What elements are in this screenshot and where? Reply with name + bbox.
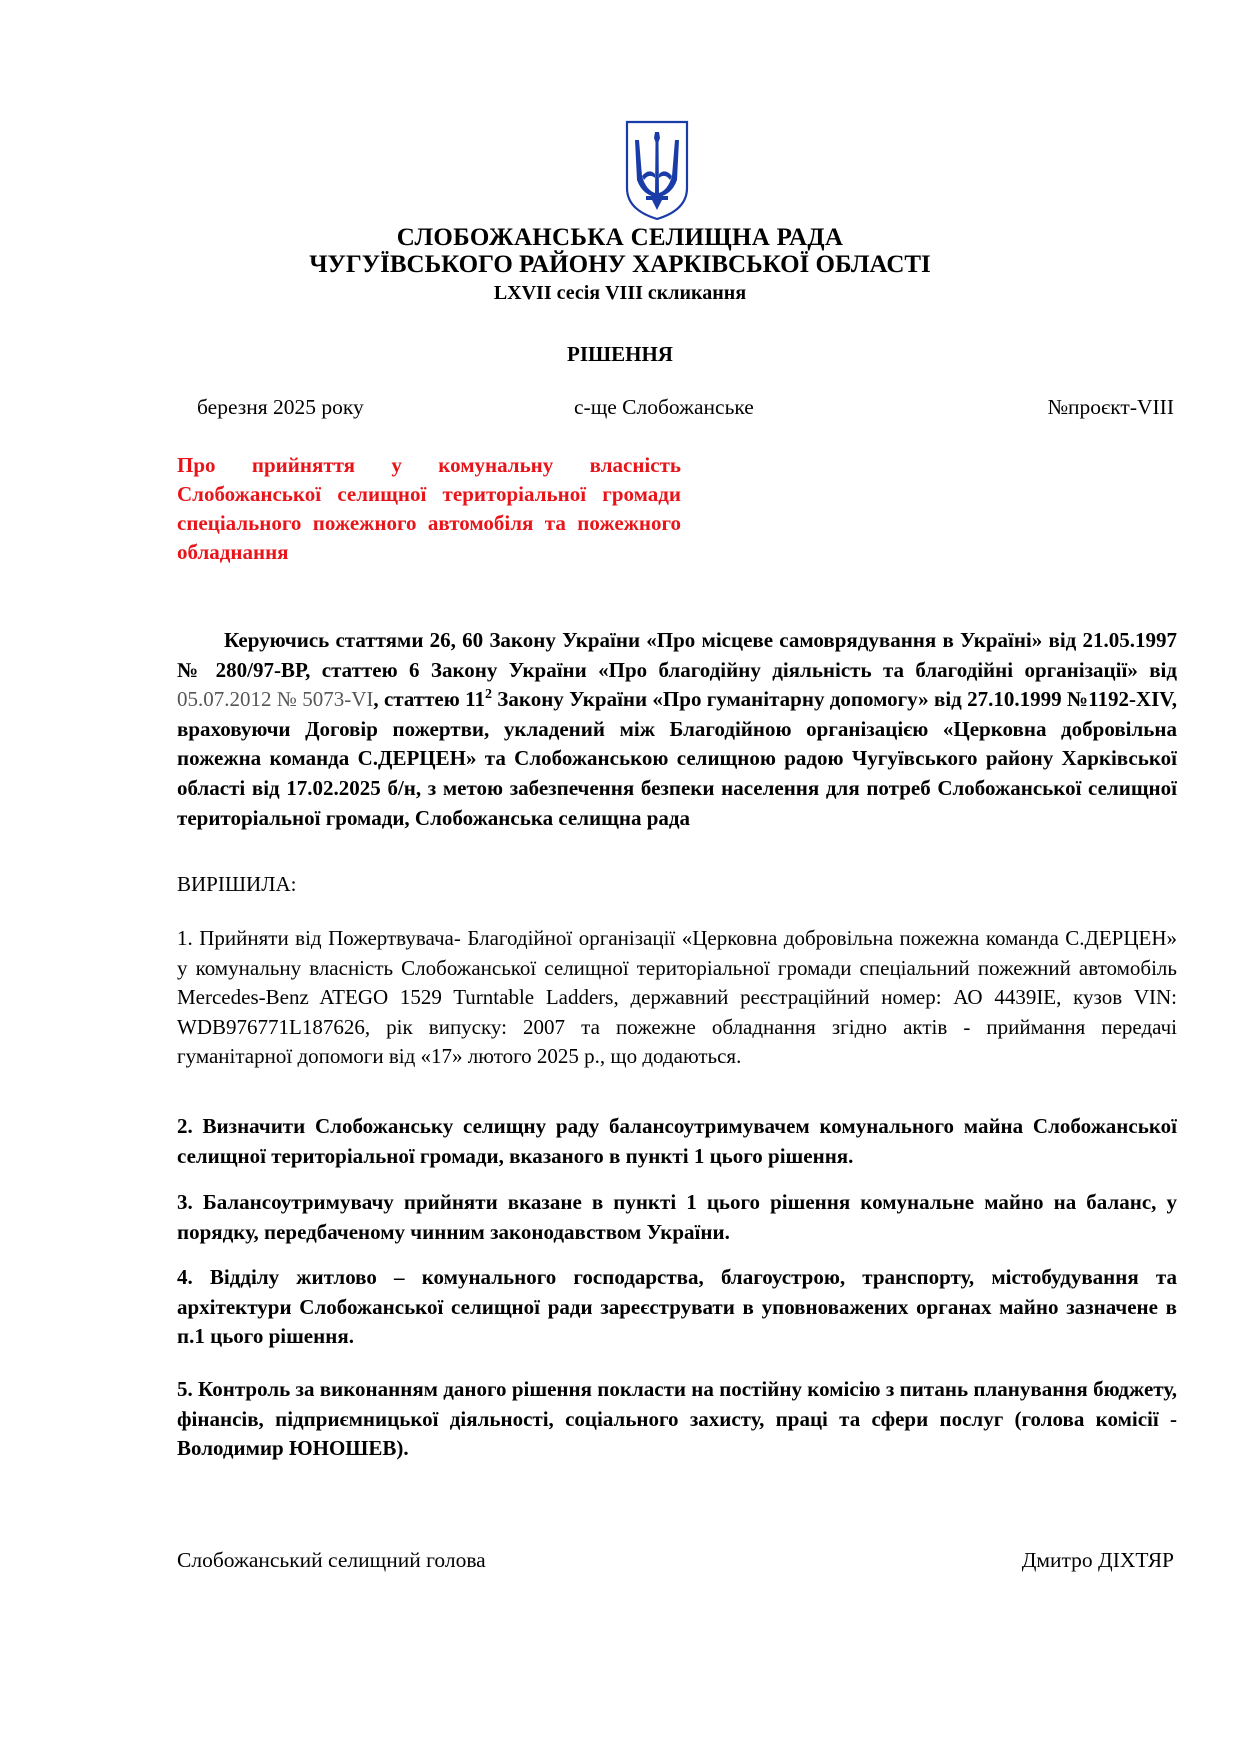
decision-item-1: 1. Прийняти від Пожертвувача- Благодійної організації «Церковна добровільна пожежна команда С.ДЕРЦЕН» у комунальну власність Слобожанської селищної територіальної громади спеціальний пожежний автомобіль Mercedes-Benz ATEGO 1529 Turntable Ladders, державний реєстраційний номер: АО 4439ІЕ, кузов VIN: WDB976771L187626, рік випуску: 2007 та пожежне обладнання згідно актів - приймання передачі гуманітарної допомоги від «17» лютого 2025 р., що додаються. <box>177 926 1177 1069</box>
decision-number: №проєкт-VIII <box>1047 395 1174 419</box>
decision-place: с-ще Слобожанське <box>574 395 754 419</box>
decision-date: березня 2025 року <box>197 395 364 419</box>
preamble-law-reference: 05.07.2012 № 5073-VI <box>177 687 374 712</box>
signatory-position: Слобожанський селищний голова <box>177 1548 486 1572</box>
preamble-part-2: , статтею 11 <box>373 687 485 712</box>
decision-item-5: 5. Контроль за виконанням даного рішення покласти на постійну комісію з питань планування бюджету, фінансів, підприємницької діяльності, соціального захисту, праці та сфери послуг (голова комісії - Володимир ЮНОШЕВ). <box>177 1377 1177 1461</box>
decided-heading: ВИРІШИЛА: <box>177 872 297 896</box>
decision-subject: Про прийняття у комунальну власність Слобожанської селищної територіальної громади спеціального пожежного автомобіля та пожежного обладнання <box>177 453 681 564</box>
council-name: СЛОБОЖАНСЬКА СЕЛИЩНА РАДА <box>396 224 844 251</box>
council-region: ЧУГУЇВСЬКОГО РАЙОНУ ХАРКІВСЬКОЇ ОБЛАСТІ <box>309 251 931 278</box>
preamble-superscript: 2 <box>484 687 492 703</box>
decision-item-3: 3. Балансоутримувачу прийняти вказане в пункті 1 цього рішення комунальне майно на баланс, у порядку, передбаченому чинним законодавством України. <box>177 1190 1177 1244</box>
session-info: LXVII сесія VIII скликання <box>493 282 747 304</box>
decision-item-2: 2. Визначити Слобожанську селищну раду балансоутримувачем комунального майна Слобожанської селищної територіальної громади, вказаного в пункті 1 цього рішення. <box>177 1114 1177 1168</box>
preamble-part-3: Закону України «Про гуманітарну допомогу» від 27.10.1999 №1192-XIV, враховуючи Договір пожертви, укладений між Благодійною організацією «Церковна добровільна пожежна команда С.ДЕРЦЕН» та Слобожанською селищною радою Чугуївського району Харківської області від 17.02.2025 б/н, з метою забезпечення безпеки населення для потреб Слобожанської селищної територіальної громади, Слобожанська селищна рада <box>177 687 1177 830</box>
preamble-part-1: Керуючись статтями 26, 60 Закону України «Про місцеве самоврядування в Україні» від 21.05.1997 № 280/97-ВР, статтею 6 Закону України «Про благодійну діяльність та благодійні організації» від <box>177 628 1177 682</box>
decision-item-4: 4. Відділу житлово – комунального господарства, благоустрою, транспорту, містобудування та архітектури Слобожанської селищної ради зареєструвати в уповноважених органах майно зазначене в п.1 цього рішення. <box>177 1265 1177 1349</box>
ukraine-trident-emblem-icon <box>622 118 692 222</box>
signatory-name: Дмитро ДІХТЯР <box>1021 1548 1174 1572</box>
document-type: РІШЕННЯ <box>567 342 673 366</box>
preamble-paragraph <box>177 626 1177 833</box>
